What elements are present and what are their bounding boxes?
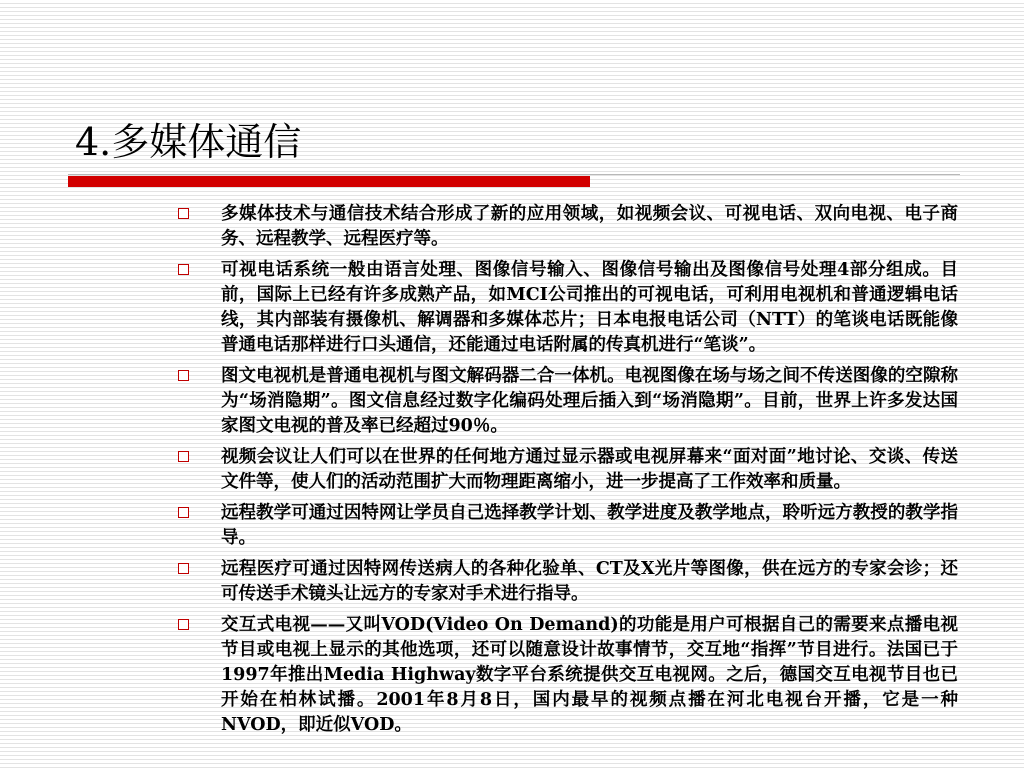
title-underline-gray — [68, 174, 960, 175]
slide-title: 4.多媒体通信 — [75, 120, 302, 164]
hollow-square-bullet-icon — [178, 208, 189, 219]
bullet-item-video-conference — [178, 445, 958, 495]
bullet-item-telemedicine — [178, 557, 958, 607]
bullet-item-distance-learning — [178, 501, 958, 551]
hollow-square-bullet-icon — [178, 619, 189, 630]
bullet-list — [178, 202, 958, 744]
bullet-text: 可视电话系统一般由语言处理、图像信号输入、图像信号输出及图像信号处理4部分组成。目前，国际上已经有许多成熟产品，如MCI公司推出的可视电话，可利用电视机和普通逻辑电话线，其内部装有摄像机、解调器和多媒体芯片；日本电报电话公司（NTT）的笔谈电话既能像普通电话那样进行口头通信，还能通过电话附属的传真机进行“笔谈”。 — [221, 260, 958, 355]
bullet-text: 图文电视机是普通电视机与图文解码器二合一体机。电视图像在场与场之间不传送图像的空隙称为“场消隐期”。图文信息经过数字化编码处理后插入到“场消隐期”。目前，世界上许多发达国家图文电视的普及率已经超过90％。 — [221, 366, 958, 436]
hollow-square-bullet-icon — [178, 370, 189, 381]
title-underline — [68, 174, 960, 186]
hollow-square-bullet-icon — [178, 264, 189, 275]
bullet-item-video-applications — [178, 202, 958, 252]
hollow-square-bullet-icon — [178, 563, 189, 574]
bullet-item-teletext-tv — [178, 364, 958, 439]
bullet-text: 交互式电视——又叫VOD(Video On Demand)的功能是用户可根据自己的需要来点播电视节目或电视上显示的其他选项，还可以随意设计故事情节，交互地“指挥”节目进行。法国已于1997年推出Media Highway数字平台系统提供交互电视网。之后，德国交互电视节目也已开始在柏林试播。2001年8月8日，国内最早的视频点播在河北电视台开播，它是一种NVOD，即近似VOD。 — [221, 615, 958, 735]
bullet-item-interactive-tv — [178, 613, 958, 738]
bullet-text: 远程教学可通过因特网让学员自己选择教学计划、教学进度及教学地点，聆听远方教授的教学指导。 — [221, 503, 958, 548]
bullet-text: 多媒体技术与通信技术结合形成了新的应用领域，如视频会议、可视电话、双向电视、电子商务、远程教学、远程医疗等。 — [221, 204, 958, 249]
hollow-square-bullet-icon — [178, 451, 189, 462]
hollow-square-bullet-icon — [178, 507, 189, 518]
bullet-text: 视频会议让人们可以在世界的任何地方通过显示器或电视屏幕来“面对面”地讨论、交谈、传送文件等，使人们的活动范围扩大而物理距离缩小，进一步提高了工作效率和质量。 — [221, 447, 958, 492]
bullet-item-videophone — [178, 258, 958, 358]
title-underline-red-bar — [68, 176, 590, 187]
bullet-text: 远程医疗可通过因特网传送病人的各种化验单、CT及X光片等图像，供在远方的专家会诊；还可传送手术镜头让远方的专家对手术进行指导。 — [221, 559, 958, 604]
